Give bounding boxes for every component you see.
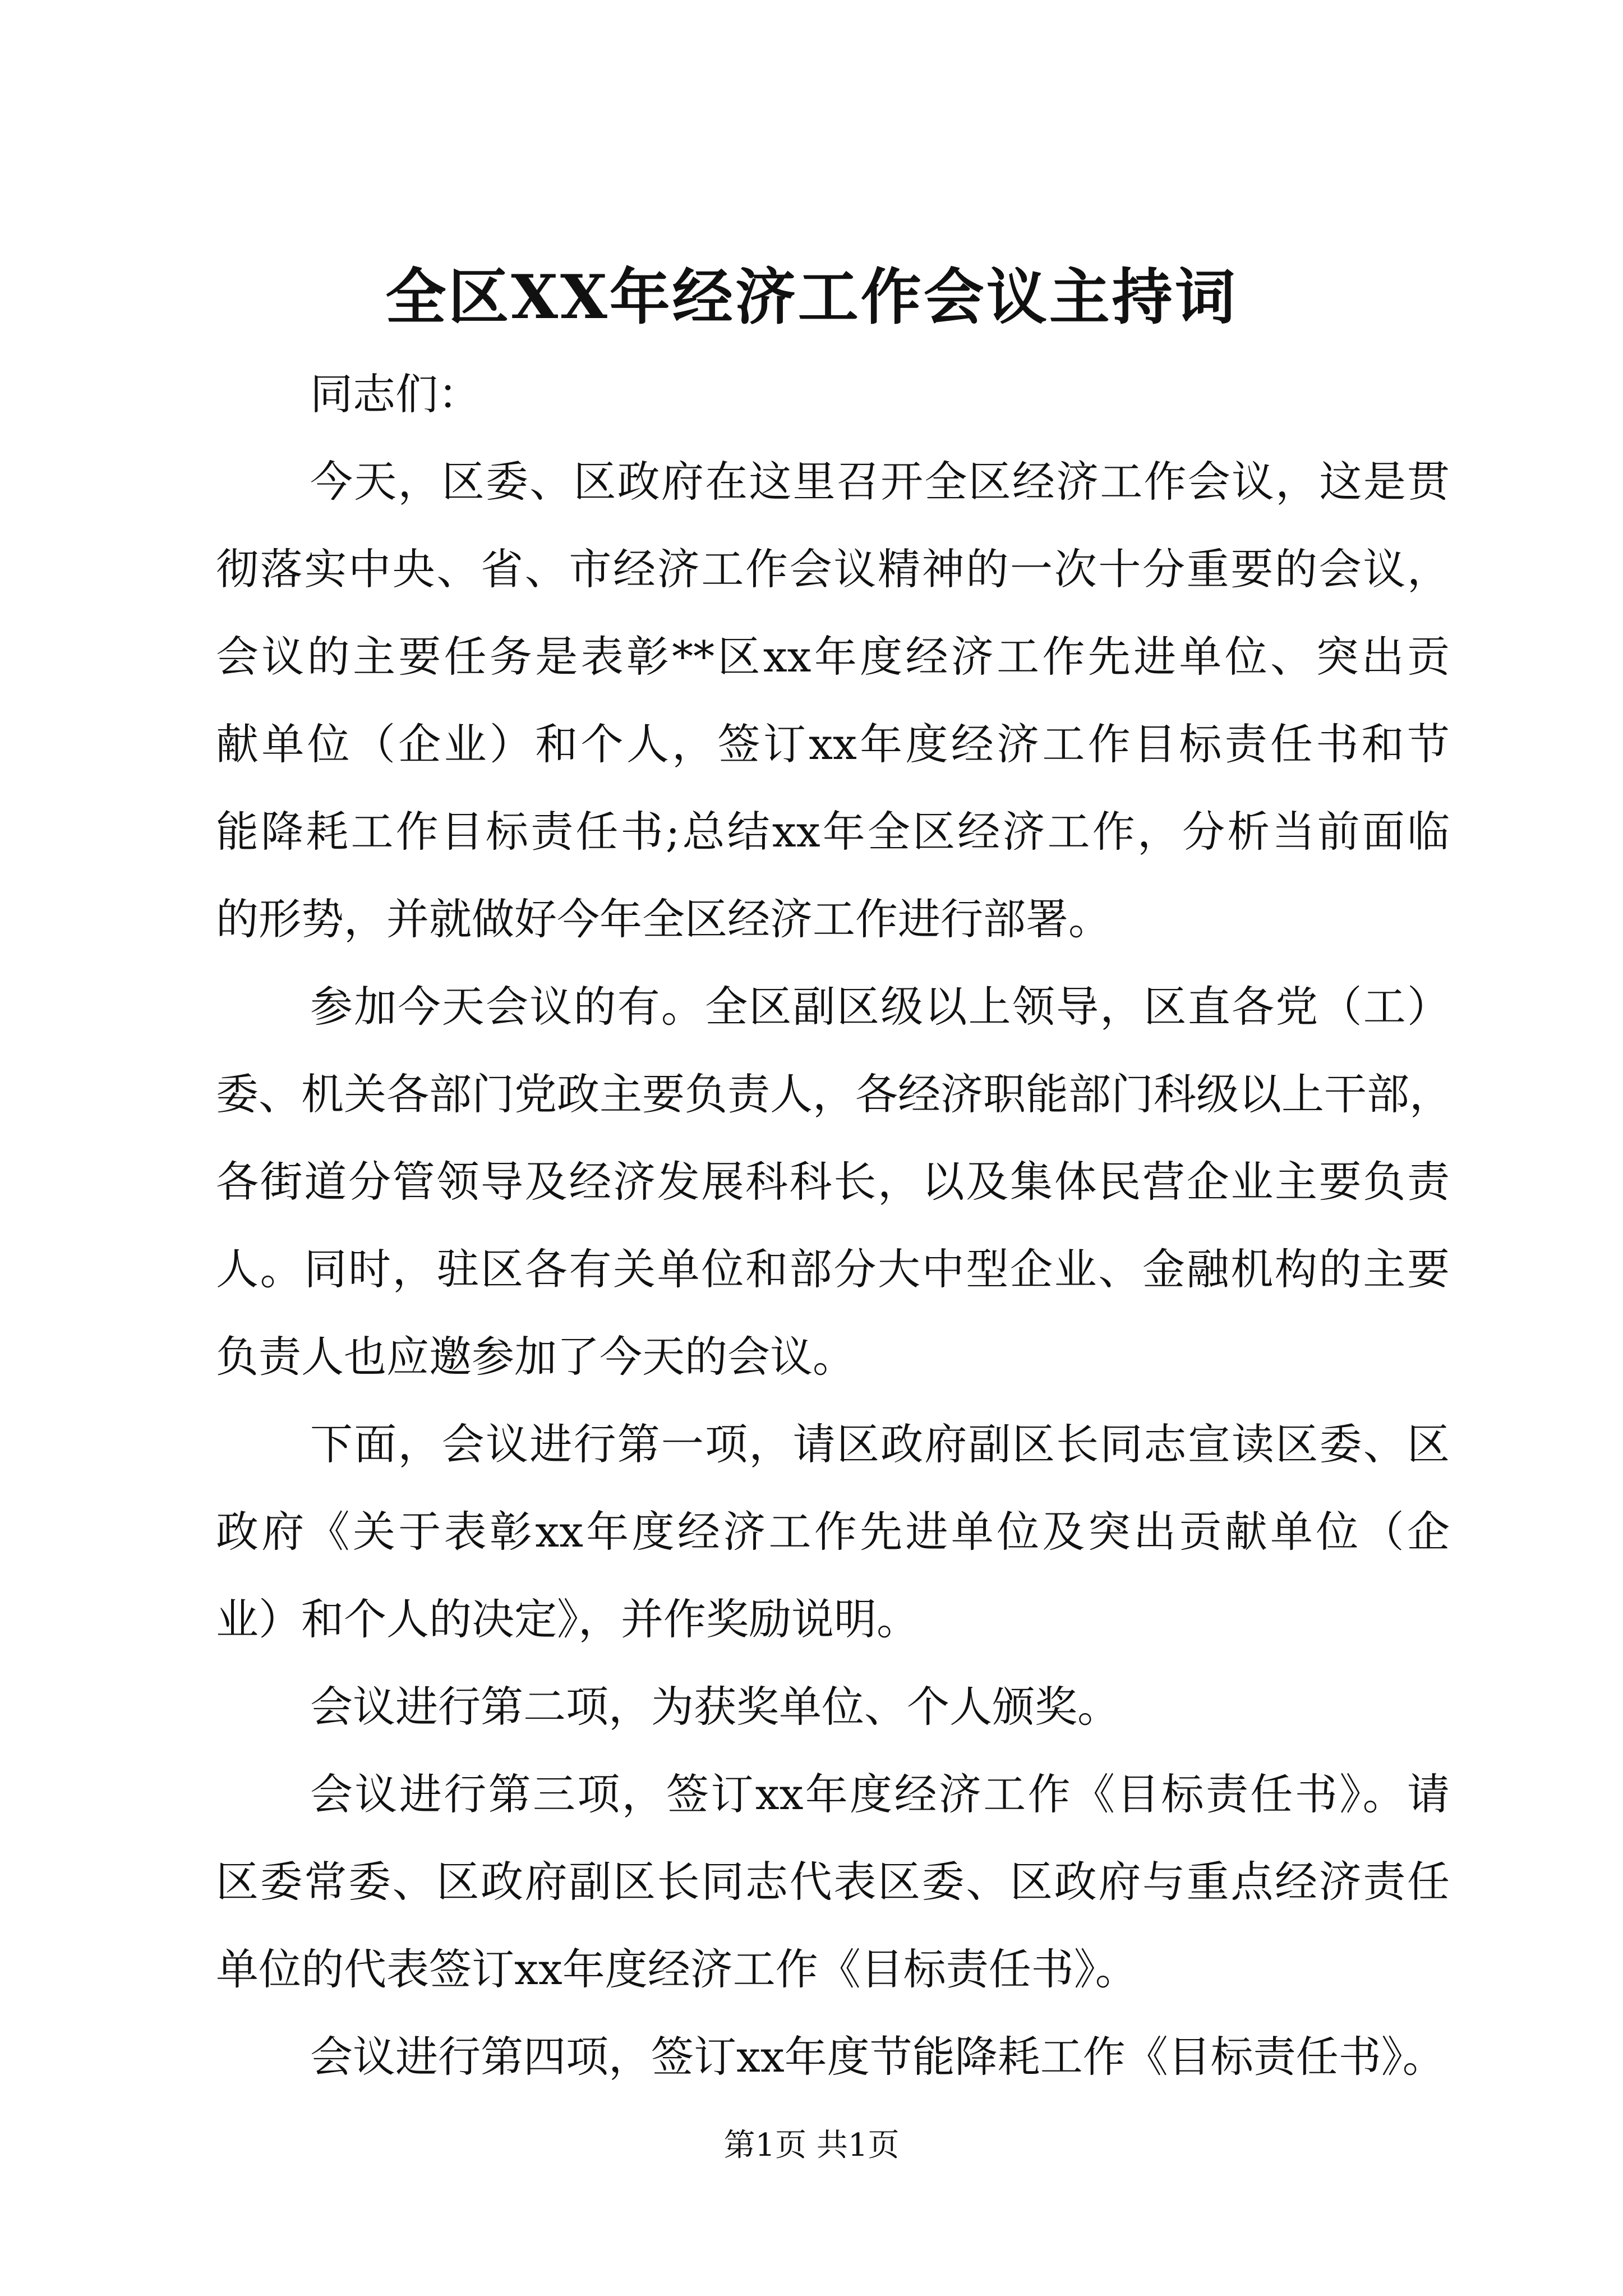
paragraph-3-line-2: 政府《关于表彰xx年度经济工作先进单位及突出贡献单位（企 — [216, 1507, 1450, 1557]
paragraph-4-line-1: 会议进行第二项，为获奖单位、个人颁奖。 — [310, 1682, 1120, 1732]
paragraph-1-line-1: 今天，区委、区政府在这里召开全区经济工作会议，这是贯 — [310, 457, 1450, 507]
paragraph-1-line-3: 会议的主要任务是表彰**区xx年度经济工作先进单位、突出贡 — [216, 632, 1450, 682]
paragraph-3-line-3: 业）和个人的决定》，并作奖励说明。 — [216, 1594, 919, 1644]
paragraph-2-line-2: 委、机关各部门党政主要负责人，各经济职能部门科级以上干部， — [216, 1069, 1452, 1119]
paragraph-6-line-1: 会议进行第四项，签订xx年度节能降耗工作《目标责任书》。 — [310, 2032, 1445, 2082]
paragraph-2-line-4: 人。同时，驻区各有关单位和部分大中型企业、金融机构的主要 — [216, 1244, 1450, 1294]
paragraph-5-line-3: 单位的代表签订xx年度经济工作《目标责任书》。 — [216, 1944, 1138, 1994]
paragraph-2-line-5: 负责人也应邀参加了今天的会议。 — [216, 1332, 855, 1382]
paragraph-2-line-3: 各街道分管领导及经济发展科科长，以及集体民营企业主要负责 — [216, 1157, 1450, 1207]
paragraph-1-line-6: 的形势，并就做好今年全区经济工作进行部署。 — [216, 894, 1111, 944]
paragraph-5-line-1: 会议进行第三项，签订xx年度经济工作《目标责任书》。请 — [310, 1769, 1450, 1819]
salutation-line: 同志们： — [310, 369, 481, 419]
paragraph-3-line-1: 下面，会议进行第一项，请区政府副区长同志宣读区委、区 — [310, 1419, 1450, 1469]
paragraph-1-line-4: 献单位（企业）和个人，签订xx年度经济工作目标责任书和节 — [216, 719, 1450, 769]
page-number-footer: 第1页 共1页 — [723, 2127, 900, 2164]
document-title: 全区XX年经济工作会议主持词 — [385, 262, 1238, 333]
paragraph-1-line-2: 彻落实中央、省、市经济工作会议精神的一次十分重要的会议， — [216, 544, 1450, 594]
paragraph-5-line-2: 区委常委、区政府副区长同志代表区委、区政府与重点经济责任 — [216, 1857, 1450, 1907]
paragraph-2-line-1: 参加今天会议的有。全区副区级以上领导，区直各党（工） — [310, 982, 1450, 1032]
document-body — [216, 351, 1450, 2101]
paragraph-1-line-5: 能降耗工作目标责任书;总结xx年全区经济工作，分析当前面临 — [216, 807, 1450, 857]
